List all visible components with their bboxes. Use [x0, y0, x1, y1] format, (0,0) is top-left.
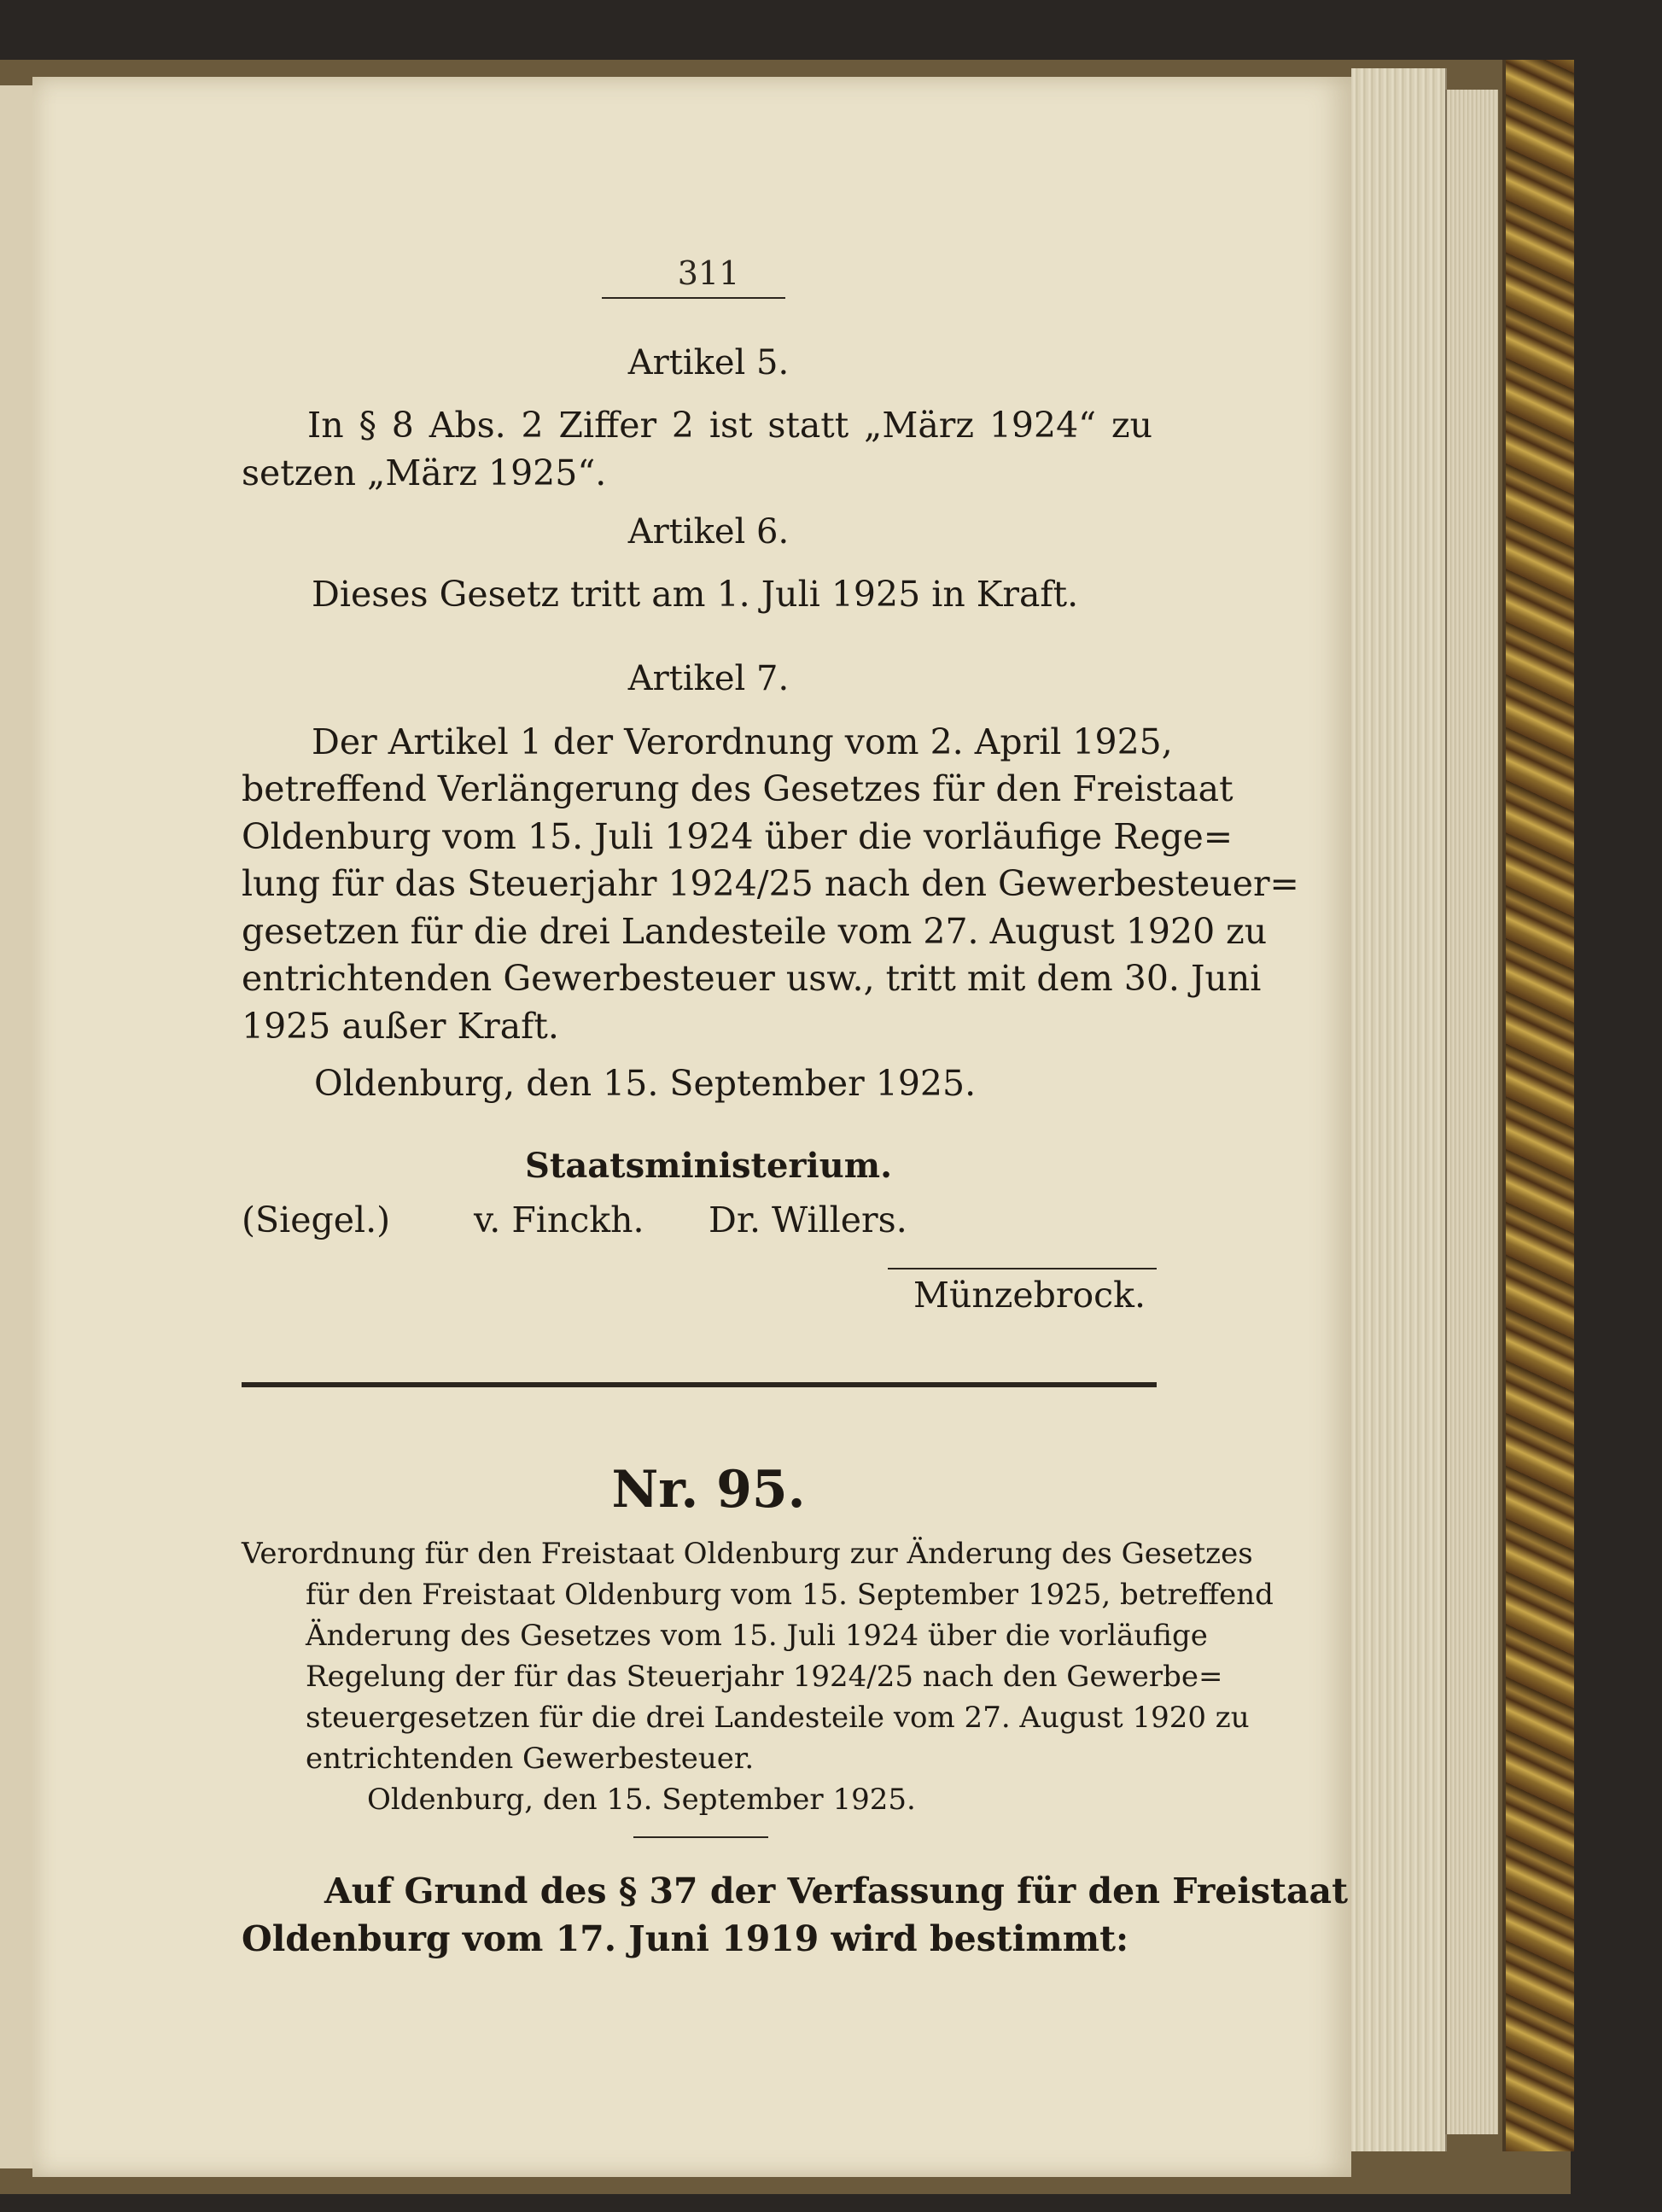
article-6-title: Artikel 6.	[627, 512, 790, 552]
article-6-line-1: Dieses Gesetz tritt am 1. Juli 1925 in Kraft.	[312, 574, 1079, 615]
summary-date: Oldenburg, den 15. September 1925.	[367, 1783, 916, 1817]
ministry-title: Staatsministerium.	[524, 1146, 893, 1186]
preamble-line-2: Oldenburg vom 17. Juni 1919 wird bestimmt:	[242, 1918, 1129, 1959]
page	[32, 77, 1351, 2177]
article-7-title: Artikel 7.	[627, 659, 790, 698]
article-5-line-1: In § 8 Abs. 2 Ziffer 2 ist statt „März 1924“ zu	[307, 405, 1152, 446]
countersign-name: Münzebrock.	[913, 1275, 1146, 1316]
number-heading: Nr. 95.	[611, 1460, 806, 1520]
summary-line-3: Änderung des Gesetzes vom 15. Juli 1924 über die vorläufige	[306, 1619, 1208, 1653]
place-date: Oldenburg, den 15. September 1925.	[314, 1063, 977, 1104]
book-cover-edge	[1502, 60, 1574, 2151]
article-7-line-6: entrichtenden Gewerbesteuer usw., tritt mit dem 30. Juni	[242, 958, 1262, 999]
summary-line-1: Verordnung für den Freistaat Oldenburg zur Änderung des Gesetzes	[242, 1537, 1253, 1571]
left-page-edge	[0, 85, 34, 2168]
page-stack	[1351, 68, 1447, 2151]
seal-note: (Siegel.)	[242, 1199, 391, 1240]
section-divider	[242, 1382, 1157, 1387]
signature-finckh: v. Finckh.	[474, 1199, 644, 1240]
preamble-rule	[633, 1836, 768, 1838]
summary-line-5: steuergesetzen für die drei Landesteile vom 27. August 1920 zu	[306, 1701, 1250, 1735]
article-7-line-7: 1925 außer Kraft.	[242, 1006, 559, 1047]
page-number-rule	[602, 297, 785, 299]
article-7-line-1: Der Artikel 1 der Verordnung vom 2. April 1925,	[312, 721, 1173, 762]
article-7-line-3: Oldenburg vom 15. Juli 1924 über die vorläufige Rege=	[242, 816, 1233, 857]
page-stack-inner	[1445, 90, 1498, 2134]
summary-line-2: für den Freistaat Oldenburg vom 15. September 1925, betreffend	[306, 1578, 1274, 1612]
countersign-rule	[888, 1268, 1157, 1269]
article-7-line-5: gesetzen für die drei Landesteile vom 27. August 1920 zu	[242, 911, 1268, 952]
summary-line-6: entrichtenden Gewerbesteuer.	[306, 1742, 755, 1776]
preamble-line-1: Auf Grund des § 37 der Verfassung für den Freistaat	[324, 1871, 1349, 1911]
article-7-line-4: lung für das Steuerjahr 1924/25 nach den Gewerbesteuer=	[242, 863, 1299, 904]
article-5-line-2: setzen „März 1925“.	[242, 452, 607, 493]
article-5-title: Artikel 5.	[627, 343, 790, 382]
article-7-line-2: betreffend Verlängerung des Gesetzes für den Freistaat	[242, 768, 1233, 809]
signature-willers: Dr. Willers.	[709, 1199, 907, 1240]
summary-line-4: Regelung der für das Steuerjahr 1924/25 nach den Gewerbe=	[306, 1660, 1223, 1694]
page-number: 311	[677, 254, 740, 292]
